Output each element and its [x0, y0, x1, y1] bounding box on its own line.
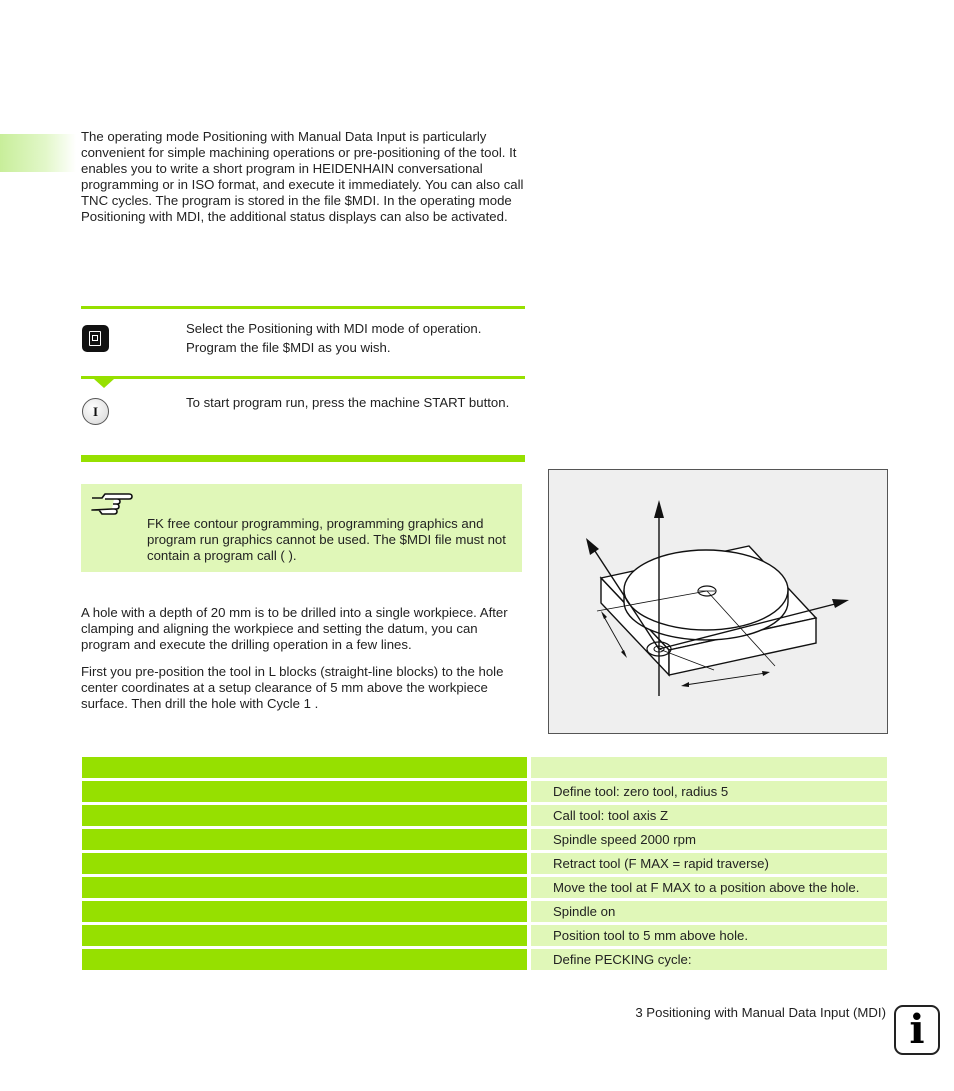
table-row — [82, 925, 887, 946]
program-code-cell — [82, 949, 527, 970]
table-row — [82, 829, 887, 850]
table-row — [82, 949, 887, 970]
program-code-cell — [82, 877, 527, 898]
program-comment-cell — [531, 757, 887, 778]
program-table — [82, 754, 887, 973]
program-comment-cell: Retract tool (F MAX = rapid traverse) — [531, 853, 887, 874]
program-code-cell — [82, 757, 527, 778]
table-row — [82, 853, 887, 874]
table-row — [82, 757, 887, 778]
program-code-cell — [82, 901, 527, 922]
step-select-mdi-text: Select the Positioning with MDI mode of operation. Program the file $MDI as you wish. — [186, 321, 482, 355]
program-comment-cell: Position tool to 5 mm above hole. — [531, 925, 887, 946]
workpiece-figure — [548, 469, 888, 734]
program-comment-cell: Spindle speed 2000 rpm — [531, 829, 887, 850]
step-divider-middle — [81, 376, 525, 379]
chapter-side-tab — [0, 134, 76, 172]
info-glyph: i — [909, 1006, 925, 1053]
program-code-cell — [82, 853, 527, 874]
program-comment-cell: Define PECKING cycle: — [531, 949, 887, 970]
note-box — [81, 484, 522, 572]
table-row — [82, 805, 887, 826]
table-row — [82, 901, 887, 922]
step-start-text: To start program run, press the machine START button. — [186, 395, 510, 410]
footer-chapter-title: 3 Positioning with Manual Data Input (MDI) — [635, 1005, 886, 1020]
program-comment-cell: Move the tool at F MAX to a position above the hole. — [531, 877, 887, 898]
program-code-cell — [82, 925, 527, 946]
machine-start-key-icon: I — [82, 398, 109, 425]
info-icon — [894, 1005, 940, 1055]
step-divider-top — [81, 306, 525, 309]
program-comment-cell: Define tool: zero tool, radius 5 — [531, 781, 887, 802]
mdi-mode-key-icon — [82, 325, 109, 352]
program-code-cell — [82, 805, 527, 826]
program-code-cell — [82, 781, 527, 802]
program-code-cell — [82, 829, 527, 850]
table-row — [82, 781, 887, 802]
note-text: FK free contour programming, programming graphics and program run graphics cannot be used. The $MDI file must not contain a program call ( ). — [147, 516, 506, 563]
program-comment-cell: Call tool: tool axis Z — [531, 805, 887, 826]
step-arrow-icon — [94, 379, 114, 388]
workpiece-drilling-diagram — [549, 470, 887, 733]
table-row — [82, 877, 887, 898]
pointing-hand-icon — [89, 488, 133, 518]
example-paragraph-1: A hole with a depth of 20 mm is to be drilled into a single workpiece. After clamping and aligning the workpiece and setting the datum, you can program and execute the drilling operation in a few lines. — [81, 605, 508, 652]
program-comment-cell: Spindle on — [531, 901, 887, 922]
step-divider-bottom — [81, 455, 525, 462]
intro-paragraph: The operating mode Positioning with Manual Data Input is particularly convenient for simple machining operations or pre-positioning of the tool. It enables you to write a short program in HEIDENHAIN conversational programming or in ISO format, and execute it immediately. You can also call TNC cycles. The program is stored in the file $MDI. In the operating mode Positioning with MDI, the additional status displays can also be activated. — [81, 129, 524, 224]
example-paragraph-2: First you pre-position the tool in L blocks (straight-line blocks) to the hole center coordinates at a setup clearance of 5 mm above the workpiece surface. Then drill the hole with Cycle 1 . — [81, 664, 504, 711]
